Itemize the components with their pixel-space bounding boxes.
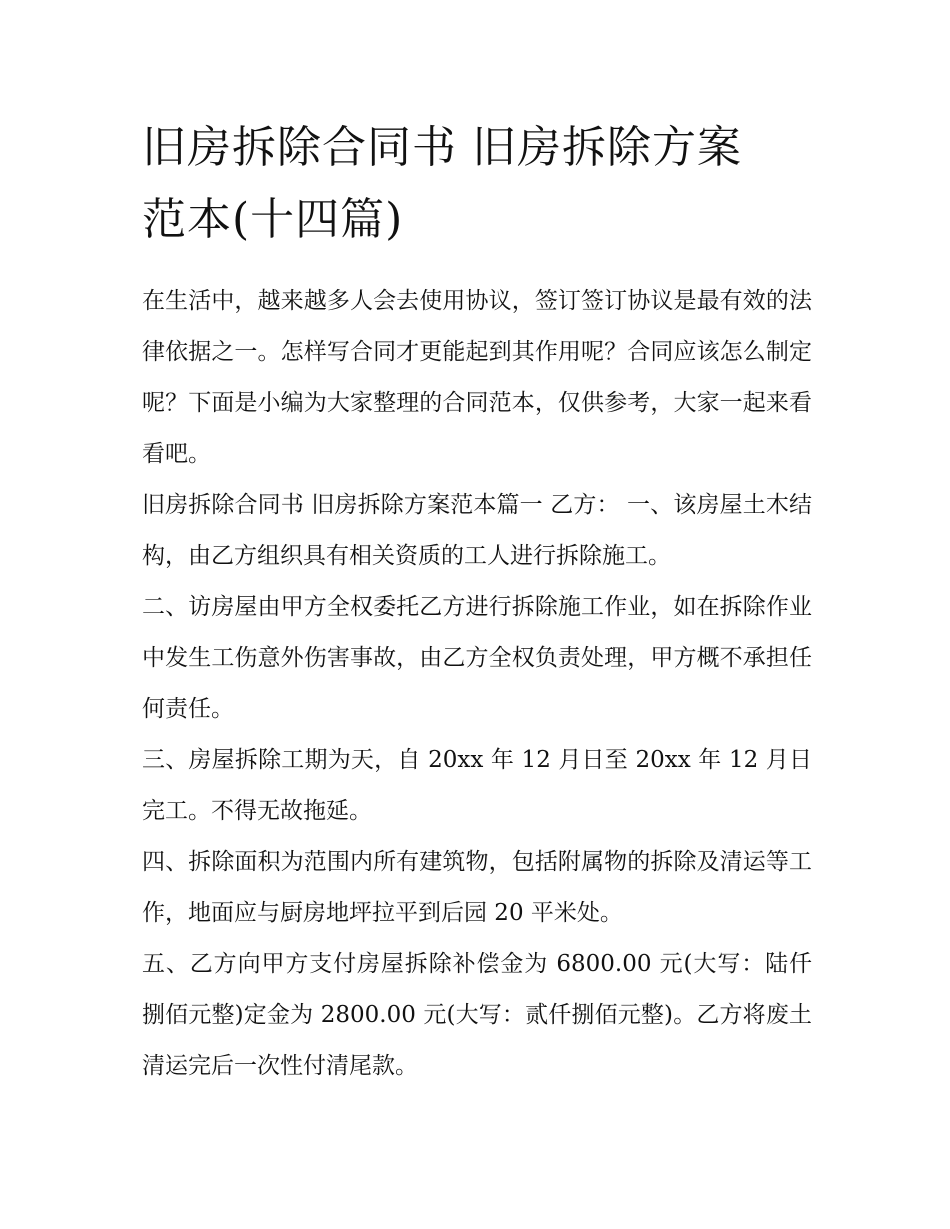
document-title (142, 112, 822, 256)
title-line-2: 范本(十四篇) (142, 194, 404, 245)
paragraph-clause-1: 旧房拆除合同书 旧房拆除方案范本篇一 乙方： 一、该房屋土木结构，由乙方组织具有相关资质的工人进行拆除施工。 (142, 492, 812, 569)
paragraph-clause-4: 四、拆除面积为范围内所有建筑物，包括附属物的拆除及清运等工作，地面应与厨房地坪拉平到后园 20 平米处。 (142, 849, 812, 926)
paragraph-clause-5: 五、乙方向甲方支付房屋拆除补偿金为 6800.00 元(大写：陆仟捌佰元整)定金为 2800.00 元(大写：贰仟捌佰元整)。乙方将废土清运完后一次性付清尾款。 (142, 951, 812, 1079)
title-line-1: 旧房拆除合同书 旧房拆除方案 (142, 122, 742, 173)
paragraph-intro: 在生活中，越来越多人会去使用协议，签订签订协议是最有效的法律依据之一。怎样写合同才更能起到其作用呢？合同应该怎么制定呢？下面是小编为大家整理的合同范本，仅供参考，大家一起来看看吧。 (142, 288, 812, 467)
document-body (142, 276, 812, 1092)
paragraph-clause-2: 二、访房屋由甲方全权委托乙方进行拆除施工作业，如在拆除作业中发生工伤意外伤害事故，由乙方全权负责处理，甲方概不承担任何责任。 (142, 594, 812, 722)
paragraph-clause-3: 三、房屋拆除工期为天，自 20xx 年 12 月日至 20xx 年 12 月日完工。不得无故拖延。 (142, 747, 812, 824)
